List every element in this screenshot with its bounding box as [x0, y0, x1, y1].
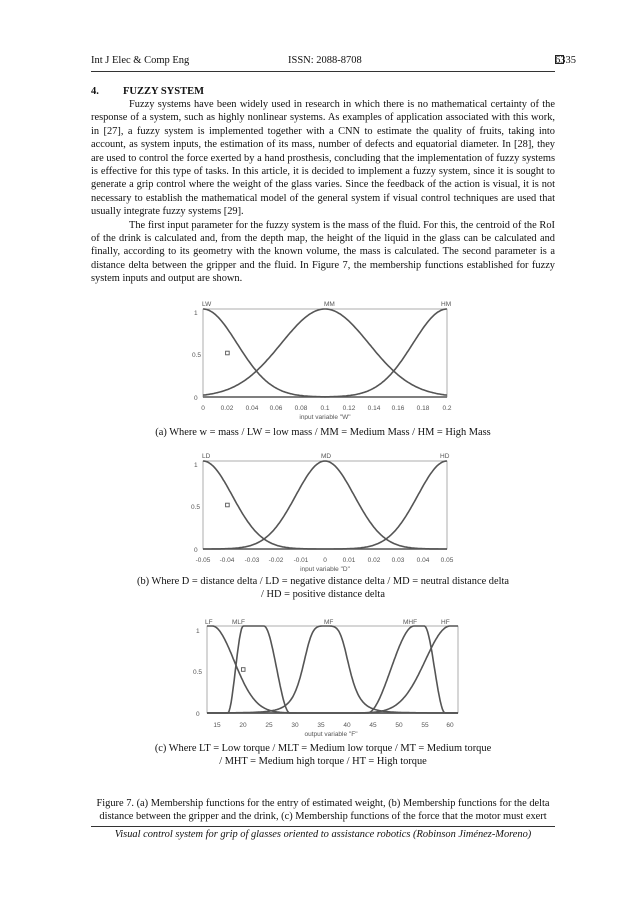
figure-caption: Figure 7. (a) Membership functions for the entry of estimated weight, (b) Membership functions for the delta distance between the gripper and the drink, (c) Membership functions of the force that the motor must exert [96, 798, 550, 823]
x-tick: 0.01 [342, 557, 356, 564]
mf-label-mlf: MLF [232, 619, 245, 626]
mf-label-ld: LD [202, 453, 211, 460]
plot-frame [203, 461, 447, 549]
footer-rule [91, 826, 555, 827]
caption-a [91, 426, 555, 439]
x-tick: -0.02 [268, 557, 284, 564]
mf-curve-md [203, 461, 447, 549]
figure-c-plot [191, 612, 463, 738]
x-tick: -0.04 [219, 557, 235, 564]
x-tick: 0.03 [391, 557, 405, 564]
running-footer: Visual control system for grip of glasses oriented to assistance robotics (Robinson Jiménez-Moreno) [114, 829, 532, 840]
x-tick: 25 [265, 722, 273, 729]
caption-b [91, 575, 555, 601]
caption-b-line-1: (b) Where D = distance delta / LD = negative distance delta / MD = neutral distance delta [137, 576, 509, 587]
x-tick: 0.18 [416, 405, 430, 412]
running-header [91, 55, 576, 71]
y-tick-0: 0 [194, 395, 198, 402]
caption-b-line-2: / HD = positive distance delta [261, 589, 385, 600]
x-tick: 35 [317, 722, 325, 729]
plot-area [203, 461, 447, 549]
figure-a-plot [191, 297, 463, 420]
figure-b [188, 449, 463, 572]
mf-marker [241, 668, 245, 672]
mf-marker [226, 503, 230, 507]
x-tick: 0.04 [416, 557, 430, 564]
body-text [91, 98, 555, 286]
x-tick: 0.05 [440, 557, 454, 564]
x-tick: -0.05 [195, 557, 211, 564]
x-axis-label: input variable "W" [299, 414, 351, 420]
x-tick: 55 [421, 722, 429, 729]
x-axis-label: output variable "F" [304, 731, 358, 738]
x-tick: 0.2 [442, 405, 452, 412]
y-tick-1: 1 [194, 462, 198, 469]
caption-c-line-1: (c) Where LT = Low torque / MLT = Medium low torque / MT = Medium torque [154, 743, 492, 754]
x-tick: 0.12 [342, 405, 356, 412]
x-tick: 0.06 [269, 405, 283, 412]
y-tick-05: 0.5 [193, 669, 203, 676]
mf-label-hm: HM [441, 301, 452, 308]
x-tick: 0 [201, 405, 205, 412]
paragraph-2: The first input parameter for the fuzzy system is the mass of the fluid. For this, the centroid of the RoI of the drink is calculated and, from the depth map, the height of the liquid in the glass can be calculated and finally, according to its geometry with the known volume, the mass is calculated. The second parameter is a distance delta between the gripper and the fluid. In Figure 7, the membership functions established for fuzzy system inputs and output are shown. [91, 219, 555, 285]
mf-marker [226, 351, 230, 355]
plot-area [207, 626, 458, 713]
mf-curve-ld [203, 461, 447, 549]
section-number: 4. [91, 86, 99, 97]
mf-label-hd: HD [440, 453, 450, 460]
x-tick: 0.04 [245, 405, 259, 412]
caption-c [91, 742, 555, 768]
caption-c-line-2: / MHT = Medium high torque / HT = High torque [219, 756, 427, 767]
page-number: 6335 [555, 55, 576, 66]
figure-b-plot [188, 449, 463, 572]
x-tick: 45 [369, 722, 377, 729]
mf-label-lf: LF [205, 619, 213, 626]
x-tick: 0.08 [294, 405, 308, 412]
x-tick: 20 [239, 722, 247, 729]
x-tick: 0.1 [320, 405, 330, 412]
x-tick: 50 [395, 722, 403, 729]
section-title: FUZZY SYSTEM [123, 86, 205, 97]
x-tick: 60 [446, 722, 454, 729]
x-tick: 0.16 [391, 405, 405, 412]
y-tick-1: 1 [194, 310, 198, 317]
y-tick-0: 0 [196, 711, 200, 718]
journal-name: Int J Elec & Comp Eng [91, 55, 190, 66]
header-rule [91, 71, 555, 72]
x-tick: 0.14 [367, 405, 381, 412]
y-tick-0: 0 [194, 547, 198, 554]
figure-c [191, 612, 463, 738]
x-tick: 0 [323, 557, 327, 564]
mf-label-md: MD [321, 453, 332, 460]
mf-label-mf: MF [324, 619, 334, 626]
paragraph-1: Fuzzy systems have been widely used in research in which there is no mathematical certainty of the response of a system, such as highly nonlinear systems. As examples of application associated with this work, in [27], a fuzzy system is implemented together with a CNN to estimate the quality of fruits, taking into account, as system inputs, the estimation of its mass, number of defects and equatorial diameter. In [28], they are used to control the force exerted by a hand prosthesis, concluding that the implementation of fuzzy systems is effective for this type of tasks. In this article, it is decided to implement a fuzzy system, since it is sought to generate a grip control where the weight of the glass varies. Since the feedback of the action is visual, it is not necessary to establish the mathematical model of the general system if visual control techniques are used that usually integrate fuzzy systems [29]. [91, 99, 555, 218]
mf-label-mhf: MHF [403, 619, 418, 626]
y-tick-1: 1 [196, 628, 200, 635]
x-tick: -0.01 [293, 557, 309, 564]
x-tick: 0.02 [367, 557, 381, 564]
y-tick-05: 0.5 [192, 352, 202, 359]
x-axis-label: input variable "D" [300, 566, 350, 572]
x-tick: 30 [291, 722, 299, 729]
issn: ISSN: 2088-8708 [288, 55, 362, 66]
x-tick: -0.03 [244, 557, 260, 564]
x-tick: 0.02 [220, 405, 234, 412]
x-tick: 40 [343, 722, 351, 729]
mf-curve-mm [203, 309, 447, 395]
mf-label-lw: LW [202, 301, 212, 308]
x-tick: 15 [213, 722, 221, 729]
y-tick-05: 0.5 [191, 504, 201, 511]
mf-label-hf: HF [441, 619, 450, 626]
caption-a-text: (a) Where w = mass / LW = low mass / MM = Medium Mass / HM = High Mass [155, 427, 491, 438]
mf-curve-hd [203, 461, 447, 549]
section-heading [91, 86, 204, 97]
figure-a [191, 297, 463, 420]
plot-area [203, 309, 447, 397]
mf-label-mm: MM [324, 301, 335, 308]
